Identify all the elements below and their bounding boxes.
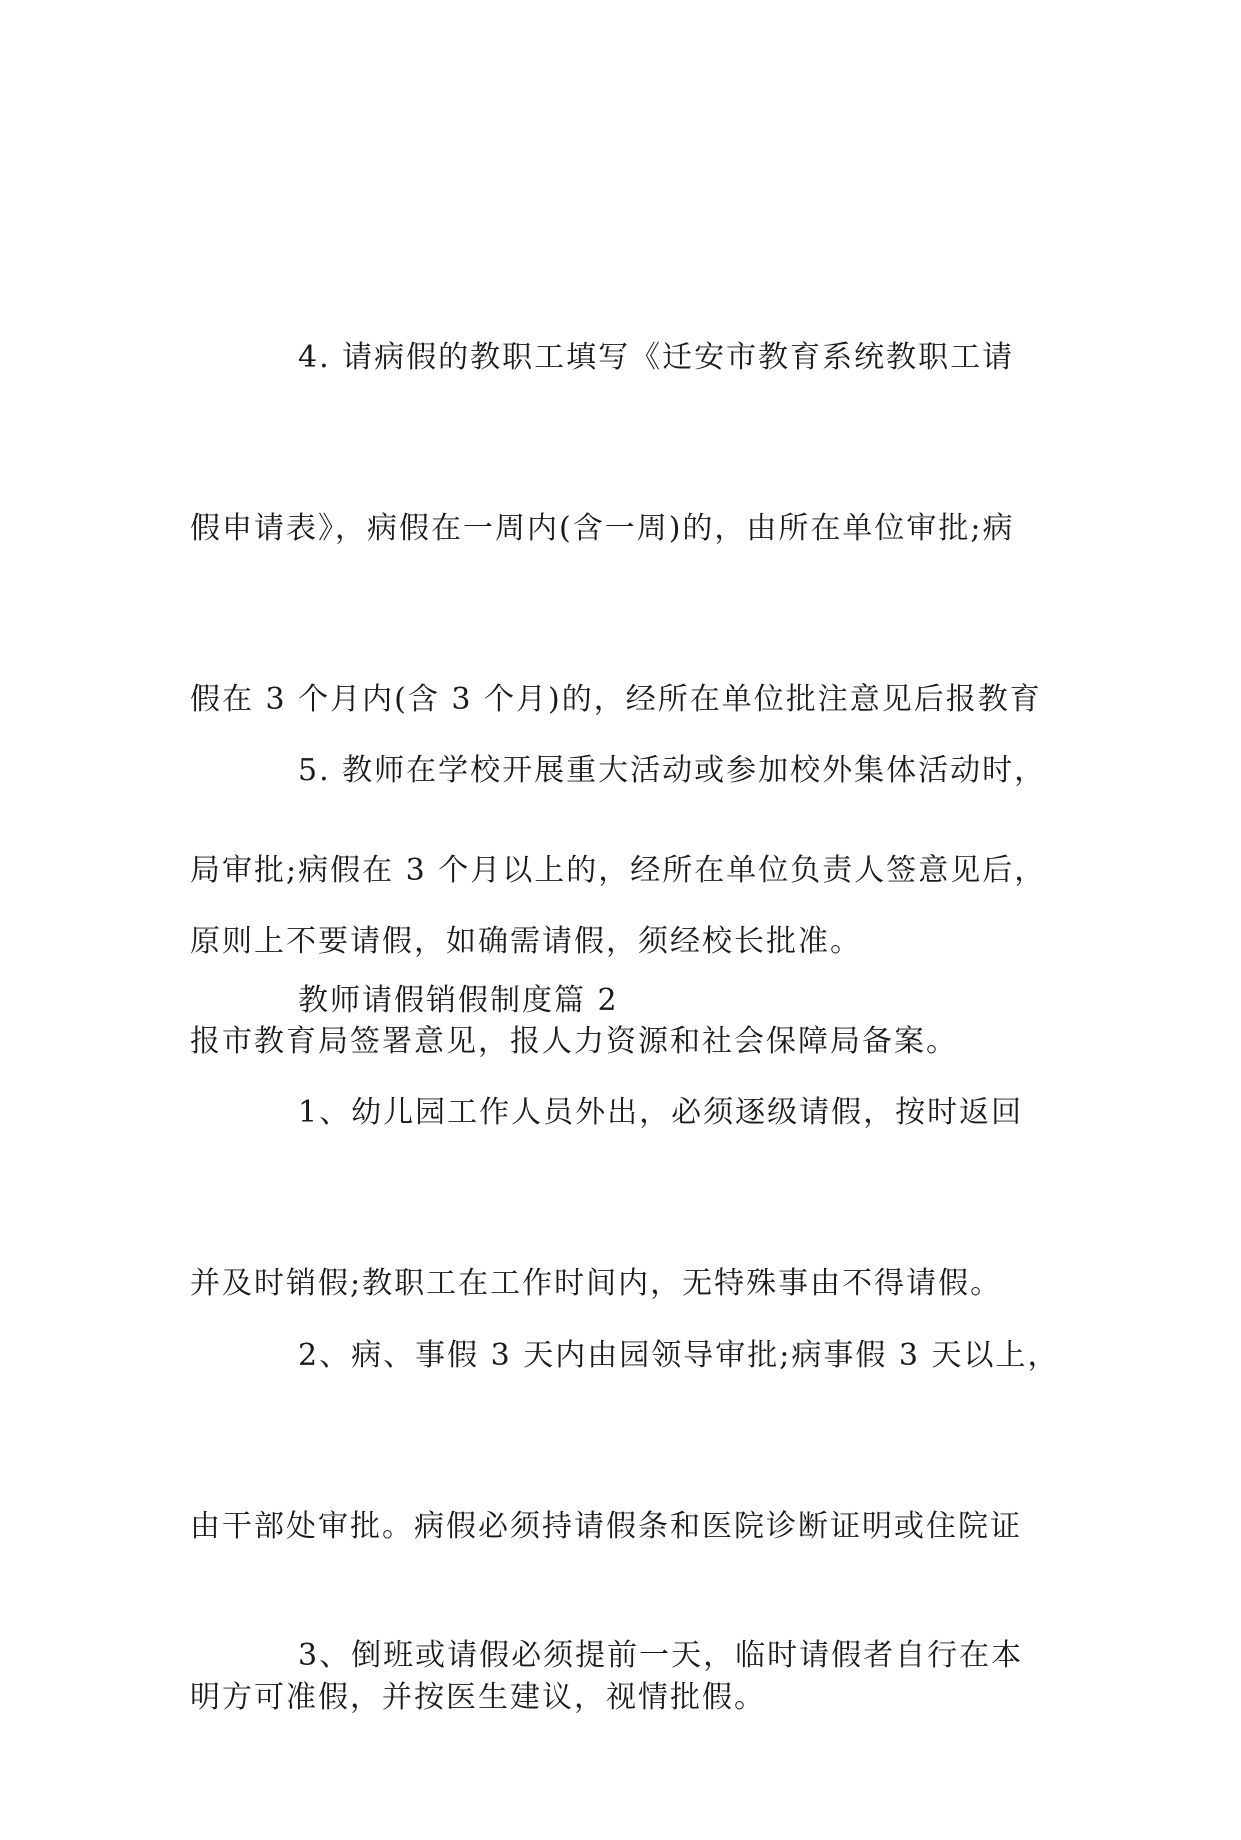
text-line: 5. 教师在学校开展重大活动或参加校外集体活动时， [298, 753, 1047, 788]
text-line: 并及时销假;教职工在工作时间内，无特殊事由不得请假。 [190, 1266, 1003, 1301]
text-line: 报市教育局签署意见，报人力资源和社会保障局备案。 [190, 1024, 958, 1059]
text-line: 假在 3 个月内(含 3 个月)的，经所在单位批注意见后报教育 [190, 682, 1042, 717]
text-line: 局审批;病假在 3 个月以上的，经所在单位负责人签意见后， [190, 853, 1047, 888]
text-line: 原则上不要请假，如确需请假，须经校长批准。 [190, 924, 862, 959]
text-line: 3、倒班或请假必须提前一天，临时请假者自行在本 [298, 1638, 1024, 1673]
text-line: 假申请表》，病假在一周内(含一周)的，由所在单位审批;病 [190, 511, 1015, 546]
text-line: 明方可准假，并按医生建议，视情批假。 [190, 1680, 766, 1715]
text-line: 2、病、事假 3 天内由园领导审批;病事假 3 天以上， [298, 1338, 1060, 1373]
text-line: 4. 请病假的教职工填写《迁安市教育系统教职工请 [298, 340, 1015, 375]
text-line: 1、幼儿园工作人员外出，必须逐级请假，按时返回 [298, 1095, 1024, 1130]
text-line: 由干部处审批。病假必须持请假条和医院诊断证明或住院证 [190, 1509, 1022, 1544]
section-title: 教师请假销假制度篇 2 [298, 983, 619, 1018]
paragraph-kindergarten-rule-3 [190, 1513, 1060, 1798]
